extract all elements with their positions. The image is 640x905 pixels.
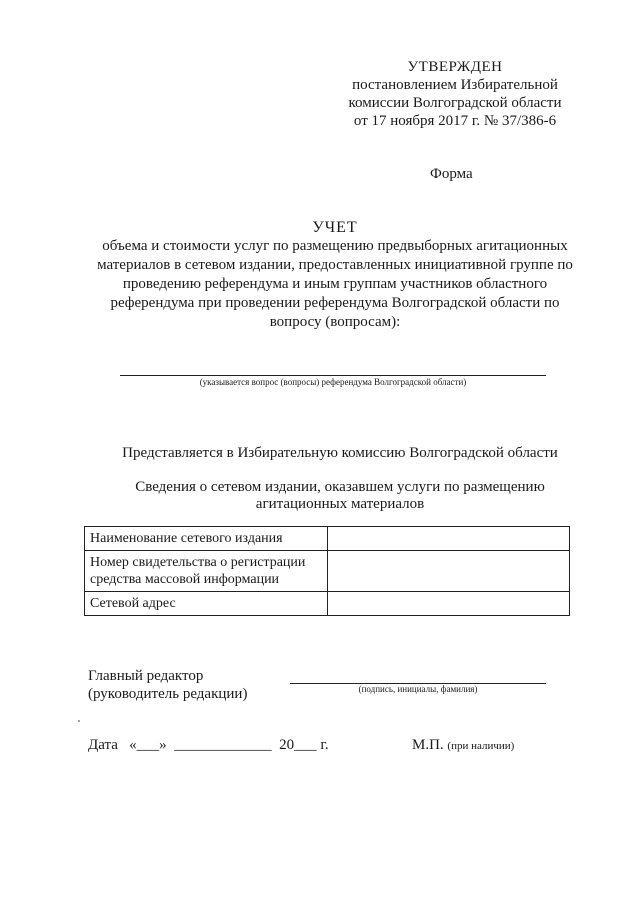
date-line[interactable]: Дата «___» _____________ 20___ г.: [88, 737, 329, 753]
subtitle-line: референдума при проведении референдума Волгоградской области по: [110, 295, 560, 311]
editor-block: [88, 667, 247, 703]
subtitle-line: проведению референдума и иным группам участников областного: [122, 276, 548, 292]
info-title-line: Сведения о сетевом издании, оказавшем услуги по размещению: [135, 479, 545, 495]
table-row: [85, 527, 570, 551]
row-value-publication-name[interactable]: [328, 527, 570, 551]
row-label-registration-number: Номер свидетельства о регистрации средства массовой информации: [85, 551, 328, 592]
subtitle-line: объема и стоимости услуг по размещению предвыборных агитационных: [102, 238, 568, 254]
approval-line-2: постановлением Избирательной: [352, 77, 558, 93]
approval-line-3: комиссии Волгоградской области: [348, 95, 562, 111]
row-value-web-address[interactable]: [328, 592, 570, 616]
editor-subtitle: (руководитель редакции): [88, 686, 248, 702]
scan-speck: [78, 720, 80, 722]
info-section-title: [90, 479, 590, 513]
approval-block: [340, 58, 570, 130]
document-title: УЧЕТ: [312, 219, 358, 236]
question-fill-line[interactable]: [120, 375, 546, 376]
table-row: [85, 551, 570, 592]
row-label-web-address: Сетевой адрес: [85, 592, 328, 616]
editor-title: Главный редактор: [88, 668, 204, 684]
subtitle-line: материалов в сетевом издании, предоставленных инициативной группе по: [97, 257, 573, 273]
table-row: [85, 592, 570, 616]
info-title-line: агитационных материалов: [255, 496, 425, 512]
signature-hint: (подпись, инициалы, фамилия): [358, 684, 478, 694]
document-title-block: [92, 218, 578, 332]
subtitle-line: вопросу (вопросам):: [269, 314, 401, 330]
publication-info-table: [84, 526, 570, 616]
stamp-block: [412, 737, 514, 754]
question-hint: (указывается вопрос (вопросы) референдума Волгоградской области): [199, 377, 467, 387]
stamp-label: М.П.: [412, 737, 444, 753]
approval-line-4: от 17 ноября 2017 г. № 37/386-6: [353, 113, 557, 129]
row-value-registration-number[interactable]: [328, 551, 570, 592]
stamp-note: (при наличии): [447, 740, 515, 752]
submitted-to-text: Представляется в Избирательную комиссию Волгоградской области: [122, 445, 558, 461]
form-label: Форма: [430, 166, 473, 182]
approval-heading: УТВЕРЖДЕН: [407, 59, 503, 75]
row-label-publication-name: Наименование сетевого издания: [85, 527, 328, 551]
